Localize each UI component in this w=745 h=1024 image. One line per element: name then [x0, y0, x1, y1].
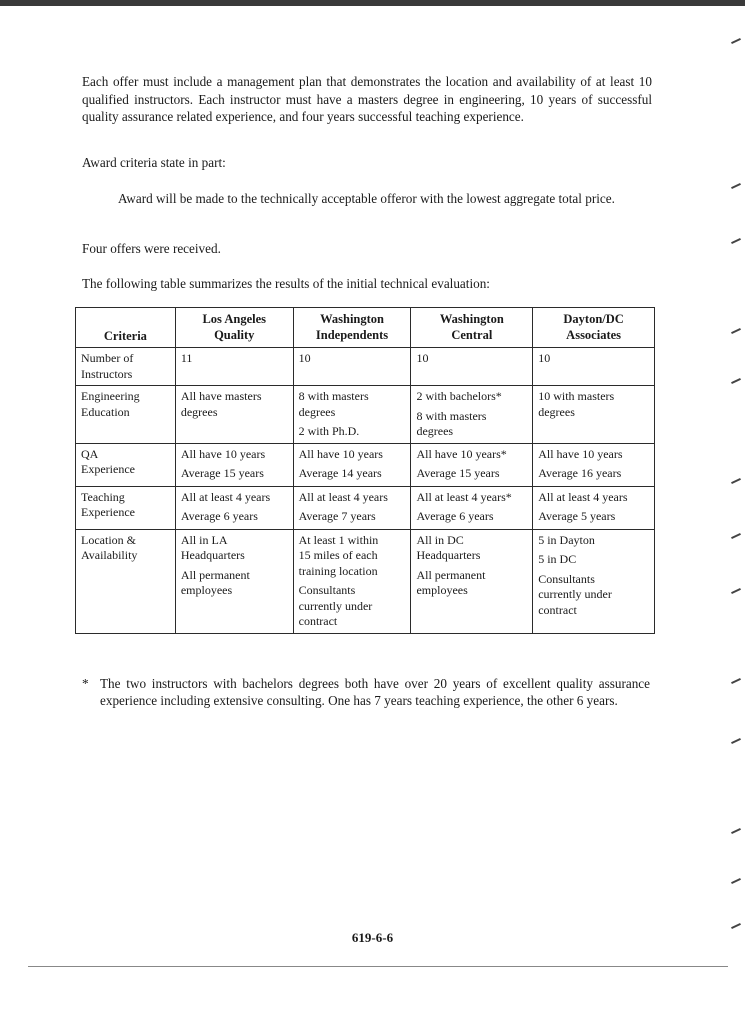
row-label [76, 348, 176, 386]
cell-line: All at least 4 years [180, 489, 271, 504]
cell-line: All have 10 years [538, 446, 623, 461]
header-los-angeles-quality [175, 308, 293, 348]
label-line: Experience [81, 505, 135, 519]
cell-line: 5 in DC [538, 552, 577, 566]
cell-line: 10 with masters [538, 389, 615, 403]
edge-mark [731, 678, 741, 684]
row-label [76, 486, 176, 529]
page-number: 619-6-6 [351, 930, 394, 945]
table-cell [411, 486, 533, 529]
table-cell: 10 [293, 348, 411, 386]
cell-line: currently under [298, 598, 373, 613]
table-cell [411, 386, 533, 444]
cell-line: Average 6 years [416, 509, 494, 523]
paragraph-award-criteria: Award criteria state in part: [82, 155, 226, 170]
table-header-row [76, 308, 655, 348]
table-cell [533, 443, 655, 486]
table-row-location-availability [76, 529, 655, 633]
table-row-qa-experience [76, 443, 655, 486]
table-cell [293, 486, 411, 529]
cell-line: employees [416, 583, 468, 597]
header-dayton-dc-associates [533, 308, 655, 348]
edge-mark [731, 533, 741, 539]
cell-line: Headquarters [180, 548, 245, 562]
header-line: Washington [320, 312, 384, 326]
header-line: Central [451, 327, 493, 342]
header-line: Associates [566, 327, 622, 342]
cell-line: All have 10 years [180, 446, 266, 461]
cell-line: Headquarters [416, 548, 481, 562]
cell-line: 8 with masters [298, 389, 369, 403]
paragraph-requirements: Each offer must include a management plan that demonstrates the location and availability of at least 10 qualified instructors. Each instructor must have a masters degree in engineering, 10 years of successful quality assurance related experience, and four years successful teaching experience. [82, 74, 652, 124]
header-line: Washington [439, 312, 504, 326]
edge-mark [731, 478, 741, 484]
table-cell: 10 [411, 348, 533, 386]
cell-line: All have masters [180, 389, 262, 403]
cell-line: employees [180, 583, 233, 597]
label-line: Engineering [81, 389, 140, 403]
table-row-engineering [76, 386, 655, 444]
cell-line: 2 with bachelors* [416, 389, 502, 403]
cell-line: Average 5 years [538, 509, 616, 523]
paragraph-offers-received: Four offers were received. [82, 241, 221, 256]
table-cell: 11 [175, 348, 293, 386]
table-row-instructors [76, 348, 655, 386]
scan-shadow-line [28, 966, 728, 967]
cell-line: Consultants [298, 583, 356, 597]
edge-mark [731, 378, 741, 384]
edge-mark [731, 878, 741, 884]
cell-line: Average 15 years [416, 466, 500, 480]
table-cell [175, 486, 293, 529]
table-cell [533, 529, 655, 633]
table-cell [533, 486, 655, 529]
cell-line: degrees [416, 424, 454, 438]
cell-line: All have 10 years* [416, 446, 507, 461]
header-washington-central [411, 308, 533, 348]
award-quote: Award will be made to the technically acceptable offeror with the lowest aggregate total price. [118, 191, 615, 206]
footnote [82, 675, 650, 709]
table-cell [411, 529, 533, 633]
label-line: Location & [81, 532, 136, 547]
header-line: Independents [315, 327, 389, 342]
header-criteria: Criteria [76, 308, 176, 348]
label-line: Number of [81, 351, 134, 365]
row-label [76, 529, 176, 633]
cell-line: training location [298, 563, 378, 578]
cell-line: Average 6 years [180, 509, 258, 523]
table-cell: 10 [533, 348, 655, 386]
cell-line: All permanent [416, 567, 486, 582]
edge-mark [731, 923, 741, 929]
cell-line: contract [298, 614, 338, 628]
cell-line: degrees [180, 404, 218, 419]
table-cell [293, 386, 411, 444]
cell-line: All in LA [180, 532, 228, 547]
edge-mark [731, 328, 741, 334]
table-cell [293, 529, 411, 633]
row-label [76, 386, 176, 444]
edge-mark [731, 828, 741, 834]
cell-line: Average 7 years [298, 509, 376, 523]
header-washington-independents [293, 308, 411, 348]
cell-line: Average 14 years [298, 466, 382, 480]
cell-line: Consultants [538, 571, 595, 586]
cell-line: 5 in Dayton [538, 532, 595, 547]
header-line: Dayton/DC [563, 312, 624, 326]
table-cell [175, 386, 293, 444]
header-line: Quality [214, 327, 255, 342]
table-cell [175, 443, 293, 486]
table-cell [411, 443, 533, 486]
table-cell [533, 386, 655, 444]
cell-line: All permanent [180, 567, 250, 582]
cell-line: contract [538, 602, 577, 617]
edge-mark [731, 183, 741, 189]
cell-line: currently under [538, 587, 612, 601]
edge-mark [731, 238, 741, 244]
edge-mark [731, 588, 741, 594]
label-line: Education [81, 404, 130, 419]
row-label [76, 443, 176, 486]
footnote-marker: * [82, 676, 89, 691]
edge-mark [731, 738, 741, 744]
cell-line: Average 16 years [538, 466, 622, 480]
cell-line: 15 miles of each [298, 548, 378, 562]
cell-line: degrees [298, 404, 336, 419]
label-line: Experience [81, 462, 135, 476]
cell-line: All in DC [416, 532, 464, 547]
cell-line: Average 15 years [180, 466, 264, 480]
label-line: QA [81, 446, 99, 461]
cell-line: All at least 4 years* [416, 489, 512, 504]
cell-line: 8 with masters [416, 408, 487, 423]
table-cell [293, 443, 411, 486]
label-line: Instructors [81, 366, 133, 381]
cell-line: degrees [538, 404, 575, 419]
footnote-text: The two instructors with bachelors degrees both have over 20 years of excellent quality assurance experience including extensive consulting. One has 7 years teaching experience, the other 6 years. [100, 676, 650, 708]
cell-line: 2 with Ph.D. [298, 424, 360, 438]
scan-edge [0, 0, 745, 6]
paragraph-table-intro: The following table summarizes the results of the initial technical evaluation: [82, 276, 490, 291]
table-row-teaching-experience [76, 486, 655, 529]
cell-line: At least 1 within [298, 532, 379, 547]
header-line: Los Angeles [202, 312, 267, 326]
evaluation-table [75, 307, 655, 634]
cell-line: All at least 4 years [538, 489, 628, 504]
table-cell [175, 529, 293, 633]
cell-line: All at least 4 years [298, 489, 388, 504]
cell-line: All have 10 years [298, 446, 383, 461]
edge-mark [731, 38, 741, 44]
label-line: Teaching [81, 489, 125, 504]
label-line: Availability [81, 548, 138, 562]
